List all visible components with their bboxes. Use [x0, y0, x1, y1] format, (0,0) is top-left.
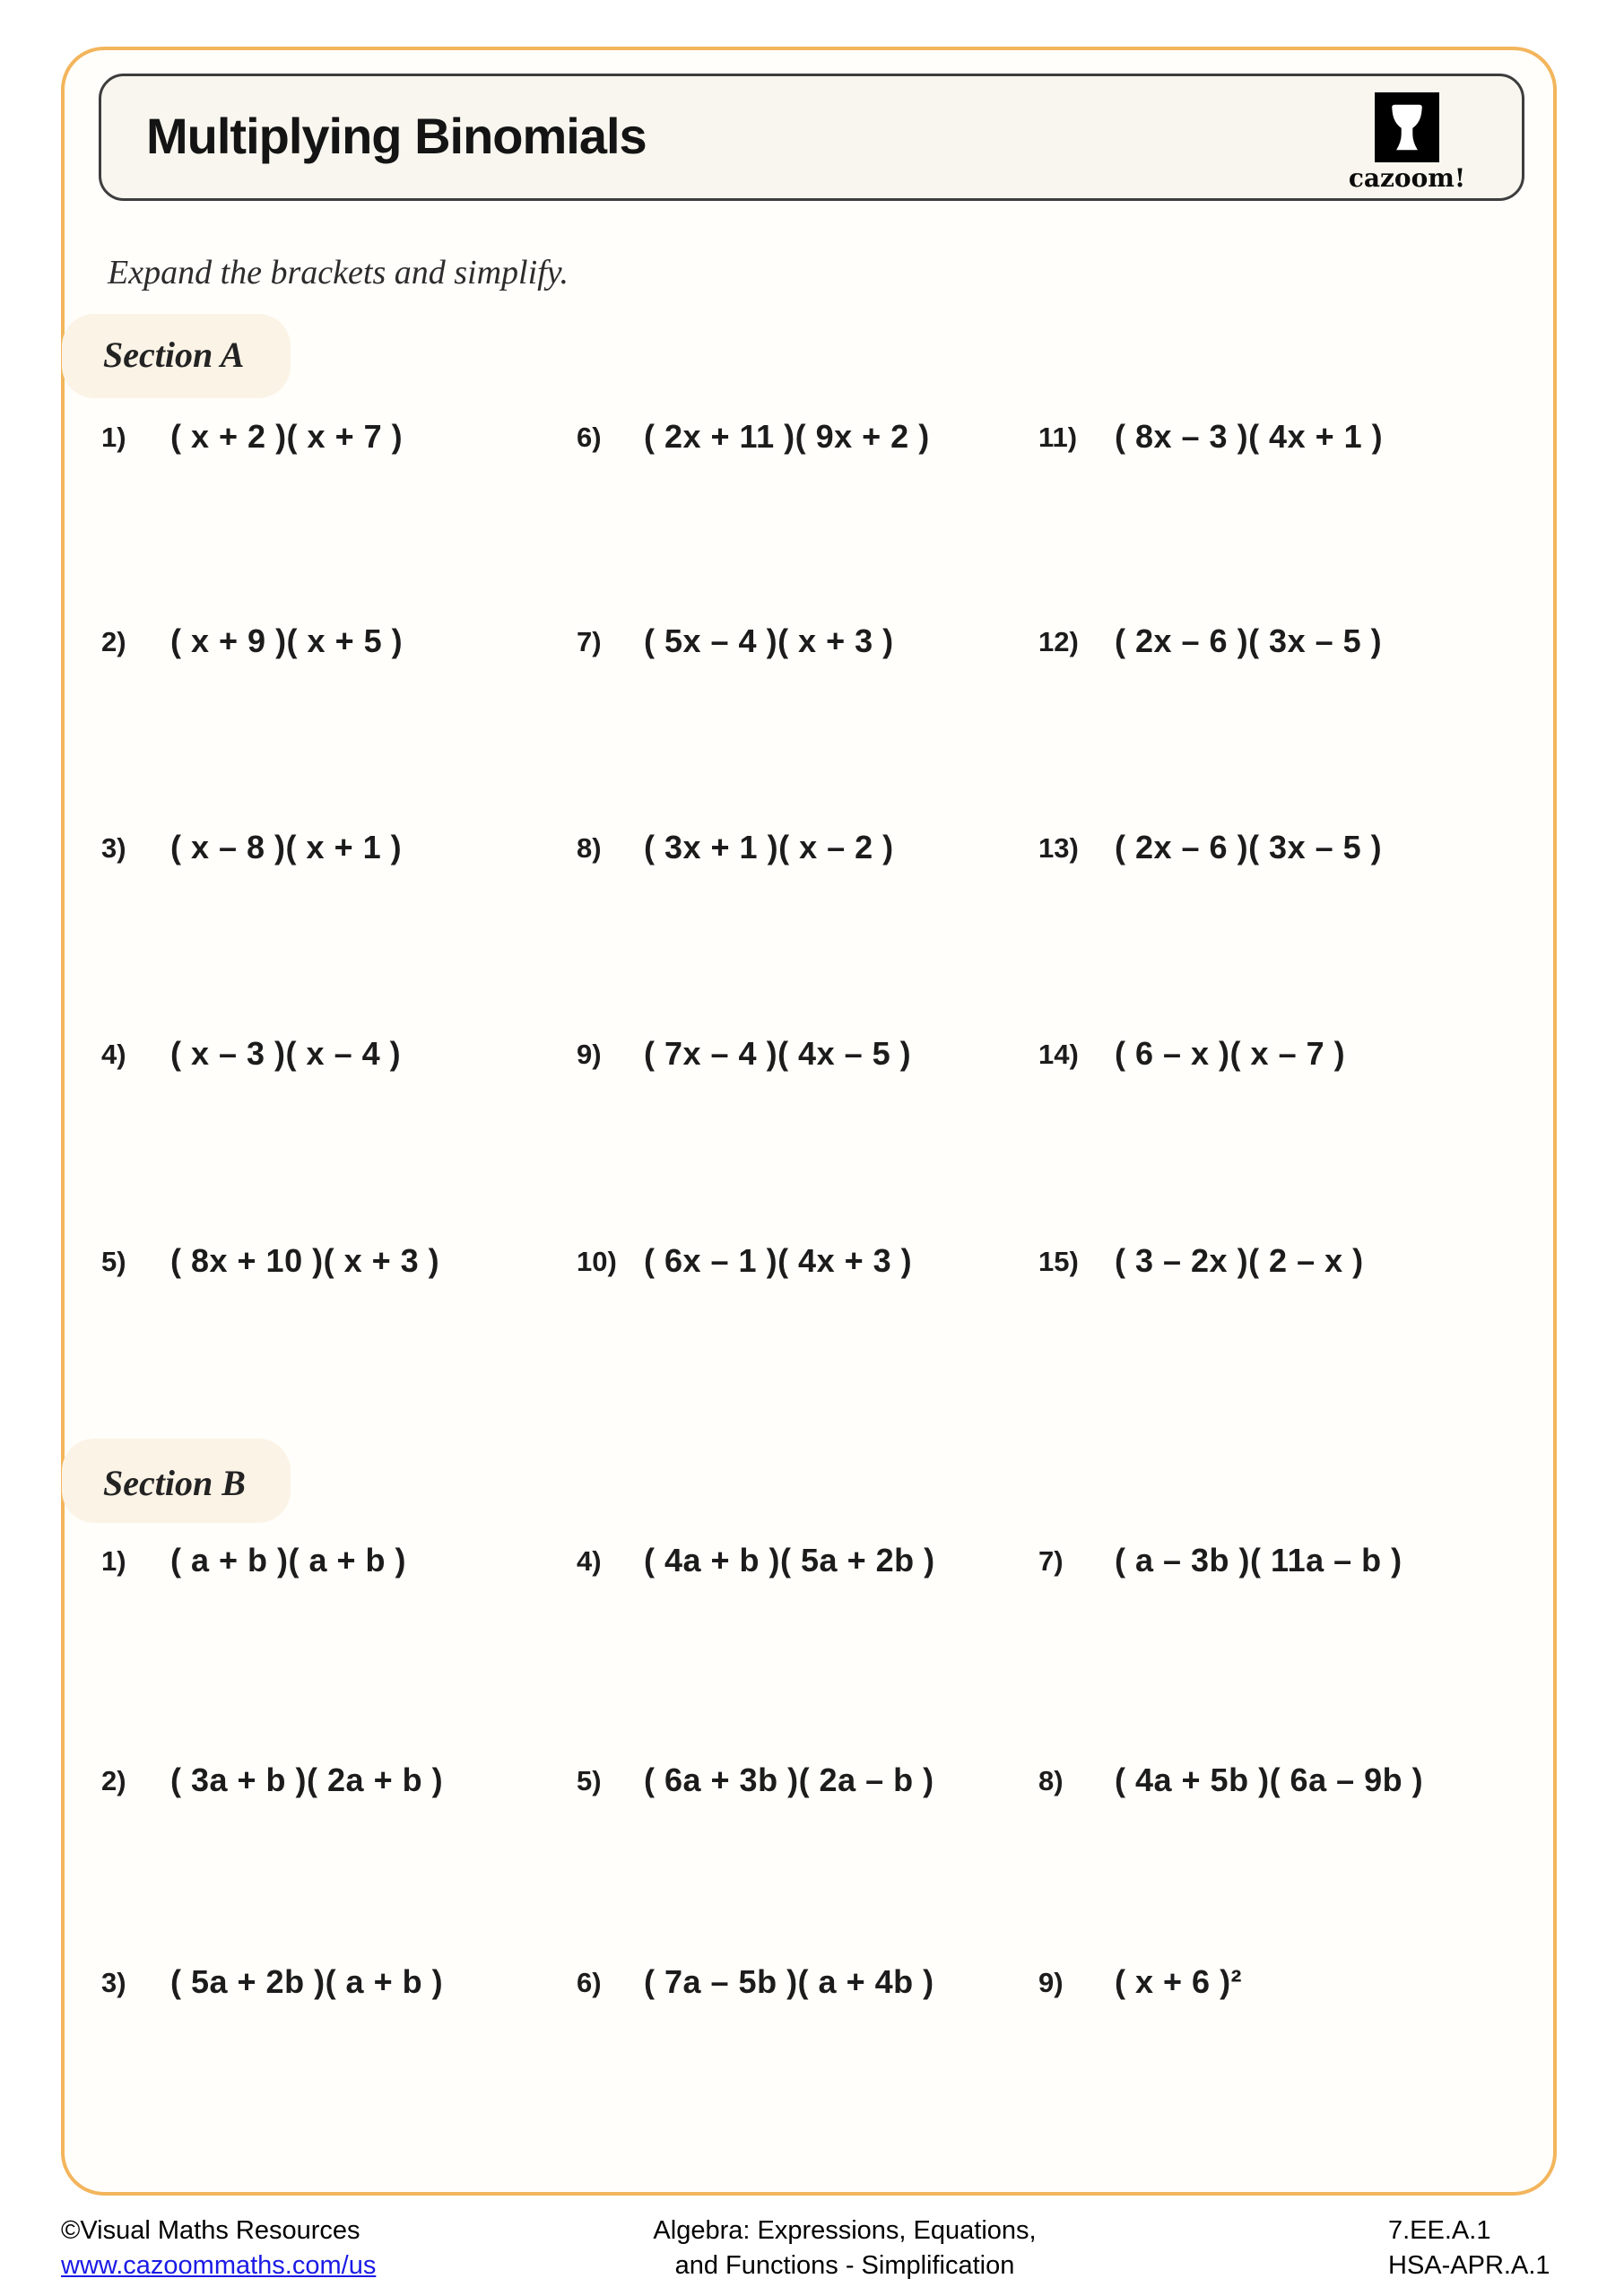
cazoom-logo [1333, 92, 1481, 193]
problem-expression: ( 5a + 2b )( a + b ) [170, 1963, 444, 2000]
djembe-drum-icon [1375, 92, 1439, 162]
problem-expression: ( 6x – 1 )( 4x + 3 ) [644, 1242, 913, 1279]
problem-expression: ( 4a + 5b )( 6a – 9b ) [1115, 1761, 1424, 1798]
problem-expression: ( 3x + 1 )( x – 2 ) [644, 829, 894, 865]
problem-expression: ( 7x – 4 )( 4x – 5 ) [644, 1035, 912, 1072]
problem-number: 2) [101, 626, 126, 657]
topic-line-1: Algebra: Expressions, Equations, [653, 2216, 1037, 2245]
problem-expression: ( a + b )( a + b ) [170, 1542, 407, 1578]
footer-topic [576, 2213, 1114, 2283]
problem-number: 2) [101, 1765, 126, 1796]
problem-number: 1) [101, 1545, 126, 1577]
problem-number: 5) [101, 1246, 126, 1277]
problem-number: 4) [577, 1545, 602, 1577]
problem-number: 1) [101, 422, 126, 453]
problem-expression: ( x + 2 )( x + 7 ) [170, 418, 404, 455]
problem-number: 3) [101, 1967, 126, 1998]
footer [0, 2206, 1624, 2296]
problem-expression: ( 5x – 4 )( x + 3 ) [644, 622, 894, 659]
logo-text: cazoom! [1348, 163, 1466, 193]
problem-number: 7) [577, 626, 602, 657]
problem-expression: ( a – 3b )( 11a – b ) [1115, 1542, 1403, 1578]
problem-expression: ( 7a – 5b )( a + 4b ) [644, 1963, 934, 2000]
problem-expression: ( 3a + b )( 2a + b ) [170, 1761, 444, 1798]
problem-expression: ( x + 9 )( x + 5 ) [170, 622, 404, 659]
problem-number: 3) [101, 832, 126, 864]
page-title: Multiplying Binomials [146, 108, 647, 164]
problem-expression: ( 2x – 6 )( 3x – 5 ) [1115, 622, 1383, 659]
problem-expression: ( 3 – 2x )( 2 – x ) [1115, 1242, 1364, 1279]
standard-code-2: HSA-APR.A.1 [1388, 2251, 1550, 2280]
problem-number: 7) [1038, 1545, 1064, 1577]
problem-expression: ( 4a + b )( 5a + 2b ) [644, 1542, 935, 1578]
problem-expression: ( 2x + 11 )( 9x + 2 ) [644, 418, 930, 455]
problem-expression: ( x – 3 )( x – 4 ) [170, 1035, 402, 1072]
copyright-text: ©Visual Maths Resources [61, 2216, 360, 2245]
problem-number: 8) [1038, 1765, 1064, 1796]
footer-left [61, 2213, 376, 2283]
problem-expression: ( x + 6 )² [1115, 1963, 1243, 2000]
topic-line-2: and Functions - Simplification [674, 2251, 1015, 2280]
problem-number: 4) [101, 1039, 126, 1070]
problem-number: 9) [1038, 1967, 1064, 1998]
website-link[interactable]: www.cazoommaths.com/us [61, 2251, 377, 2280]
instruction-text: Expand the brackets and simplify. [108, 254, 569, 291]
problem-number: 6) [577, 1967, 602, 1998]
problem-number: 5) [577, 1765, 602, 1796]
problem-number: 9) [577, 1039, 602, 1070]
problem-expression: ( x – 8 )( x + 1 ) [170, 829, 403, 865]
problem-expression: ( 8x – 3 )( 4x + 1 ) [1115, 418, 1384, 455]
problem-expression: ( 6a + 3b )( 2a – b ) [644, 1761, 934, 1798]
problem-number: 11) [1038, 422, 1078, 453]
problem-expression: ( 2x – 6 )( 3x – 5 ) [1115, 829, 1383, 865]
standard-code-1: 7.EE.A.1 [1388, 2216, 1491, 2245]
problem-expression: ( 8x + 10 )( x + 3 ) [170, 1242, 440, 1279]
problem-number: 15) [1038, 1246, 1079, 1277]
problem-number: 13) [1038, 832, 1079, 864]
footer-standards [1388, 2213, 1550, 2283]
problem-number: 14) [1038, 1039, 1079, 1070]
problem-expression: ( 6 – x )( x – 7 ) [1115, 1035, 1346, 1072]
problem-number: 6) [577, 422, 602, 453]
header-box [99, 74, 1524, 201]
section-a-label: Section A [103, 335, 245, 375]
problem-number: 12) [1038, 626, 1079, 657]
problem-number: 10) [577, 1246, 617, 1277]
problem-number: 8) [577, 832, 602, 864]
section-b-label: Section B [103, 1463, 246, 1503]
